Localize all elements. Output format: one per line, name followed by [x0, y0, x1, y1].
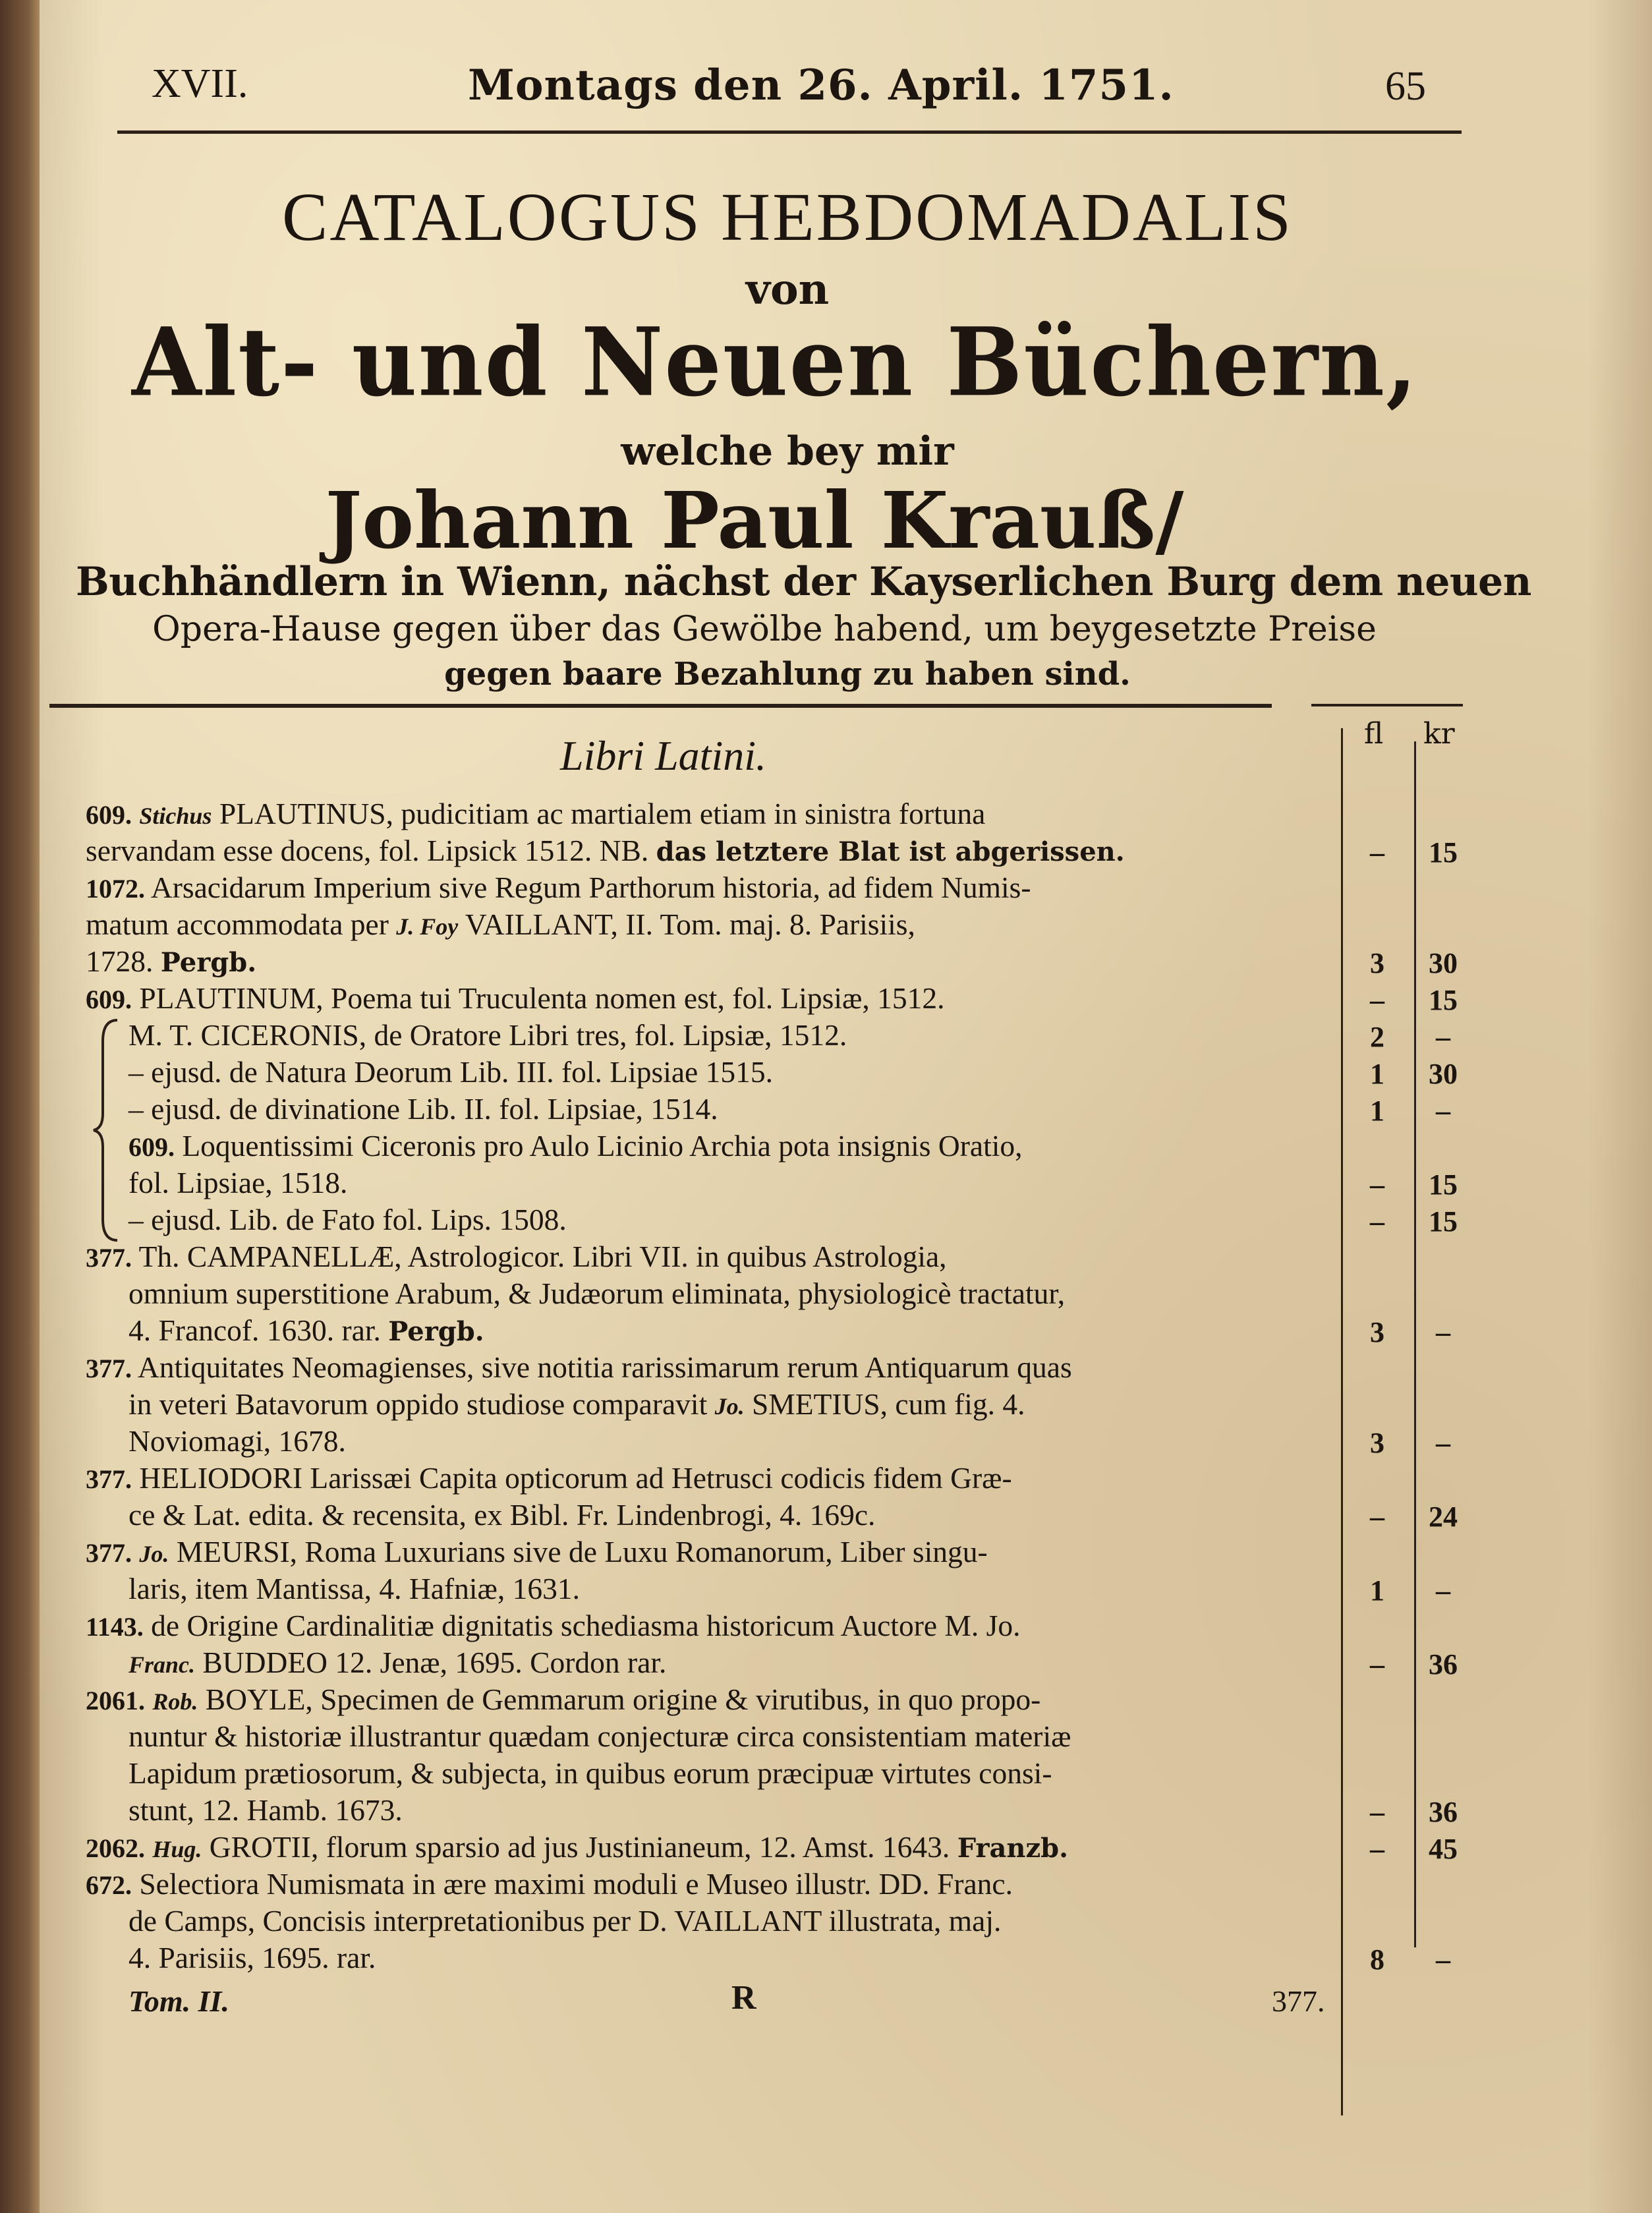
bookseller-name: Johann Paul Krauß/ — [325, 474, 1184, 566]
entry-line: servandam esse docens, fol. Lipsick 1512. NB. das letztere Blat ist abgerissen. — [86, 834, 1125, 867]
price-gulden: 2 — [1370, 1021, 1384, 1053]
price-gulden: – — [1370, 1205, 1384, 1238]
price-kreuzer: 24 — [1429, 1501, 1458, 1533]
entry-line: – ejusd. de Natura Deorum Lib. III. fol. Lipsiae 1515. — [128, 1055, 773, 1089]
entry-line: fol. Lipsiae, 1518. — [128, 1166, 348, 1199]
entry-line: 609. Stichus PLAUTINUS, pudicitiam ac martialem etiam in sinistra fortuna — [86, 797, 986, 830]
column-header-gulden: fl — [1364, 717, 1384, 751]
entry-line: de Camps, Concisis interpretationibus per D. VAILLANT illustrata, maj. — [128, 1904, 1002, 1938]
price-kreuzer: 15 — [1429, 1168, 1458, 1201]
entry-line: 2062. Hug. GROTII, florum sparsio ad jus Justinianeum, 12. Amst. 1643. Franzb. — [86, 1830, 1069, 1864]
entry-line: stunt, 12. Hamb. 1673. — [128, 1793, 403, 1827]
address-line-3: gegen baare Bezahlung zu haben sind. — [444, 656, 1131, 693]
price-kreuzer: – — [1436, 1095, 1450, 1127]
price-gulden: – — [1370, 984, 1384, 1016]
title-rule-left — [49, 704, 1272, 708]
title-von: von — [745, 265, 830, 314]
price-gulden: – — [1370, 1648, 1384, 1681]
price-gulden: – — [1370, 1796, 1384, 1828]
price-kreuzer: – — [1436, 1316, 1450, 1348]
entry-line: 377. Antiquitates Neomagienses, sive notitia rarissimarum rerum Antiquarum quas — [86, 1350, 1072, 1384]
price-gulden: 3 — [1370, 1427, 1384, 1459]
volume-number: XVII. — [152, 61, 248, 106]
grouping-brace — [91, 1015, 124, 1246]
price-gulden: 1 — [1370, 1058, 1384, 1090]
entry-line: ce & Lat. edita. & recensita, ex Bibl. Fr. Lindenbrogi, 4. 169c. — [128, 1498, 876, 1532]
entry-line: nuntur & historiæ illustrantur quædam conjecturæ circa consistentiam materiæ — [128, 1719, 1071, 1753]
price-gulden: – — [1370, 1833, 1384, 1865]
price-kreuzer: 30 — [1429, 1058, 1458, 1090]
price-kreuzer: – — [1436, 1943, 1450, 1976]
entry-line: omnium superstitione Arabum, & Judæorum eliminata, physiologicè tractatur, — [128, 1277, 1066, 1310]
price-kreuzer: – — [1436, 1021, 1450, 1053]
price-gulden: – — [1370, 1168, 1384, 1201]
catalog-title: CATALOGUS HEBDOMADALIS — [282, 179, 1293, 255]
entry-line: in veteri Batavorum oppido studiose comparavit Jo. SMETIUS, cum fig. 4. — [128, 1387, 1025, 1421]
signature-mark: R — [731, 1979, 756, 2017]
entry-line: Franc. BUDDEO 12. Jenæ, 1695. Cordon rar. — [128, 1646, 667, 1679]
entry-line: 377. HELIODORI Larissæi Capita opticorum ad Hetrusci codicis fidem Græ- — [86, 1461, 1012, 1495]
entry-line: 1728. Pergb. — [86, 944, 257, 978]
price-kreuzer: 36 — [1429, 1648, 1458, 1681]
entry-line: – ejusd. de divinatione Lib. II. fol. Lipsiae, 1514. — [128, 1092, 718, 1126]
section-title: Libri Latini. — [560, 732, 766, 779]
entry-line: laris, item Mantissa, 4. Hafniæ, 1631. — [128, 1572, 580, 1605]
header-rule — [117, 130, 1462, 134]
price-gulden: 1 — [1370, 1574, 1384, 1607]
price-kreuzer: – — [1436, 1574, 1450, 1607]
address-line-2: Opera-Hause gegen über das Gewölbe habend, um beygesetzte Preise — [152, 610, 1377, 649]
entry-line: 609. Loquentissimi Ciceronis pro Aulo Licinio Archia pota insignis Oratio, — [128, 1129, 1023, 1163]
entry-line: Lapidum prætiosorum, & subjecta, in quibus eorum præcipuæ virtutes consi- — [128, 1756, 1052, 1790]
entry-line: 609. PLAUTINUM, Poema tui Truculenta nomen est, fol. Lipsiæ, 1512. — [86, 981, 945, 1015]
price-kreuzer: 15 — [1429, 1205, 1458, 1238]
title-welche: welche bey mir — [621, 428, 954, 474]
entry-line: 1143. de Origine Cardinalitiæ dignitatis schediasma historicum Auctore M. Jo. — [86, 1609, 1021, 1642]
entry-line: 377. Jo. MEURSI, Roma Luxurians sive de Luxu Romanorum, Liber singu- — [86, 1535, 988, 1568]
price-kreuzer: 45 — [1429, 1833, 1458, 1865]
entry-line: 672. Selectiora Numismata in ære maximi moduli e Museo illustr. DD. Franc. — [86, 1867, 1013, 1901]
entry-line: 1072. Arsacidarum Imperium sive Regum Parthorum historia, ad fidem Numis- — [86, 871, 1031, 904]
price-gulden: 1 — [1370, 1095, 1384, 1127]
entry-line: – ejusd. Lib. de Fato fol. Lips. 1508. — [128, 1203, 567, 1236]
price-kreuzer: 15 — [1429, 836, 1458, 869]
price-gulden: 3 — [1370, 947, 1384, 979]
price-gulden: 3 — [1370, 1316, 1384, 1348]
entry-line: 4. Parisiis, 1695. rar. — [128, 1941, 376, 1974]
column-header-kreuzer: kr — [1423, 717, 1455, 751]
price-gulden: – — [1370, 1501, 1384, 1533]
price-kreuzer: – — [1436, 1427, 1450, 1459]
price-kreuzer: 15 — [1429, 984, 1458, 1016]
entry-line: 377. Th. CAMPANELLÆ, Astrologicor. Libri VII. in quibus Astrologia, — [86, 1240, 947, 1273]
price-kreuzer: 30 — [1429, 947, 1458, 979]
price-gulden: – — [1370, 836, 1384, 869]
price-gulden: 8 — [1370, 1943, 1384, 1976]
entry-line: M. T. CICERONIS, de Oratore Libri tres, fol. Lipsiæ, 1512. — [128, 1018, 847, 1052]
entry-line: 2061. Rob. BOYLE, Specimen de Gemmarum origine & virutibus, in quo propo- — [86, 1682, 1041, 1716]
catchword: 377. — [1272, 1984, 1325, 2018]
entry-line: matum accommodata per J. Foy VAILLANT, II. Tom. maj. 8. Parisiis, — [86, 907, 915, 941]
issue-date: Montags den 26. April. 1751. — [468, 61, 1174, 110]
footer-volume: Tom. II. — [128, 1984, 229, 2018]
title-rule-right — [1311, 704, 1463, 706]
title-alt-und-neuen: Alt- und Neuen Büchern, — [132, 307, 1419, 418]
price-column-rule-middle — [1414, 741, 1416, 1947]
catalog-page — [40, 0, 1652, 2213]
entry-line: 4. Francof. 1630. rar. Pergb. — [128, 1313, 484, 1347]
entry-line: Noviomagi, 1678. — [128, 1424, 346, 1458]
price-kreuzer: 36 — [1429, 1796, 1458, 1828]
address-line-1: Buchhändlern in Wienn, nächst der Kayserlichen Burg dem neuen — [76, 559, 1531, 605]
page-number: 65 — [1385, 64, 1426, 109]
page-binding-edge — [0, 0, 40, 2213]
